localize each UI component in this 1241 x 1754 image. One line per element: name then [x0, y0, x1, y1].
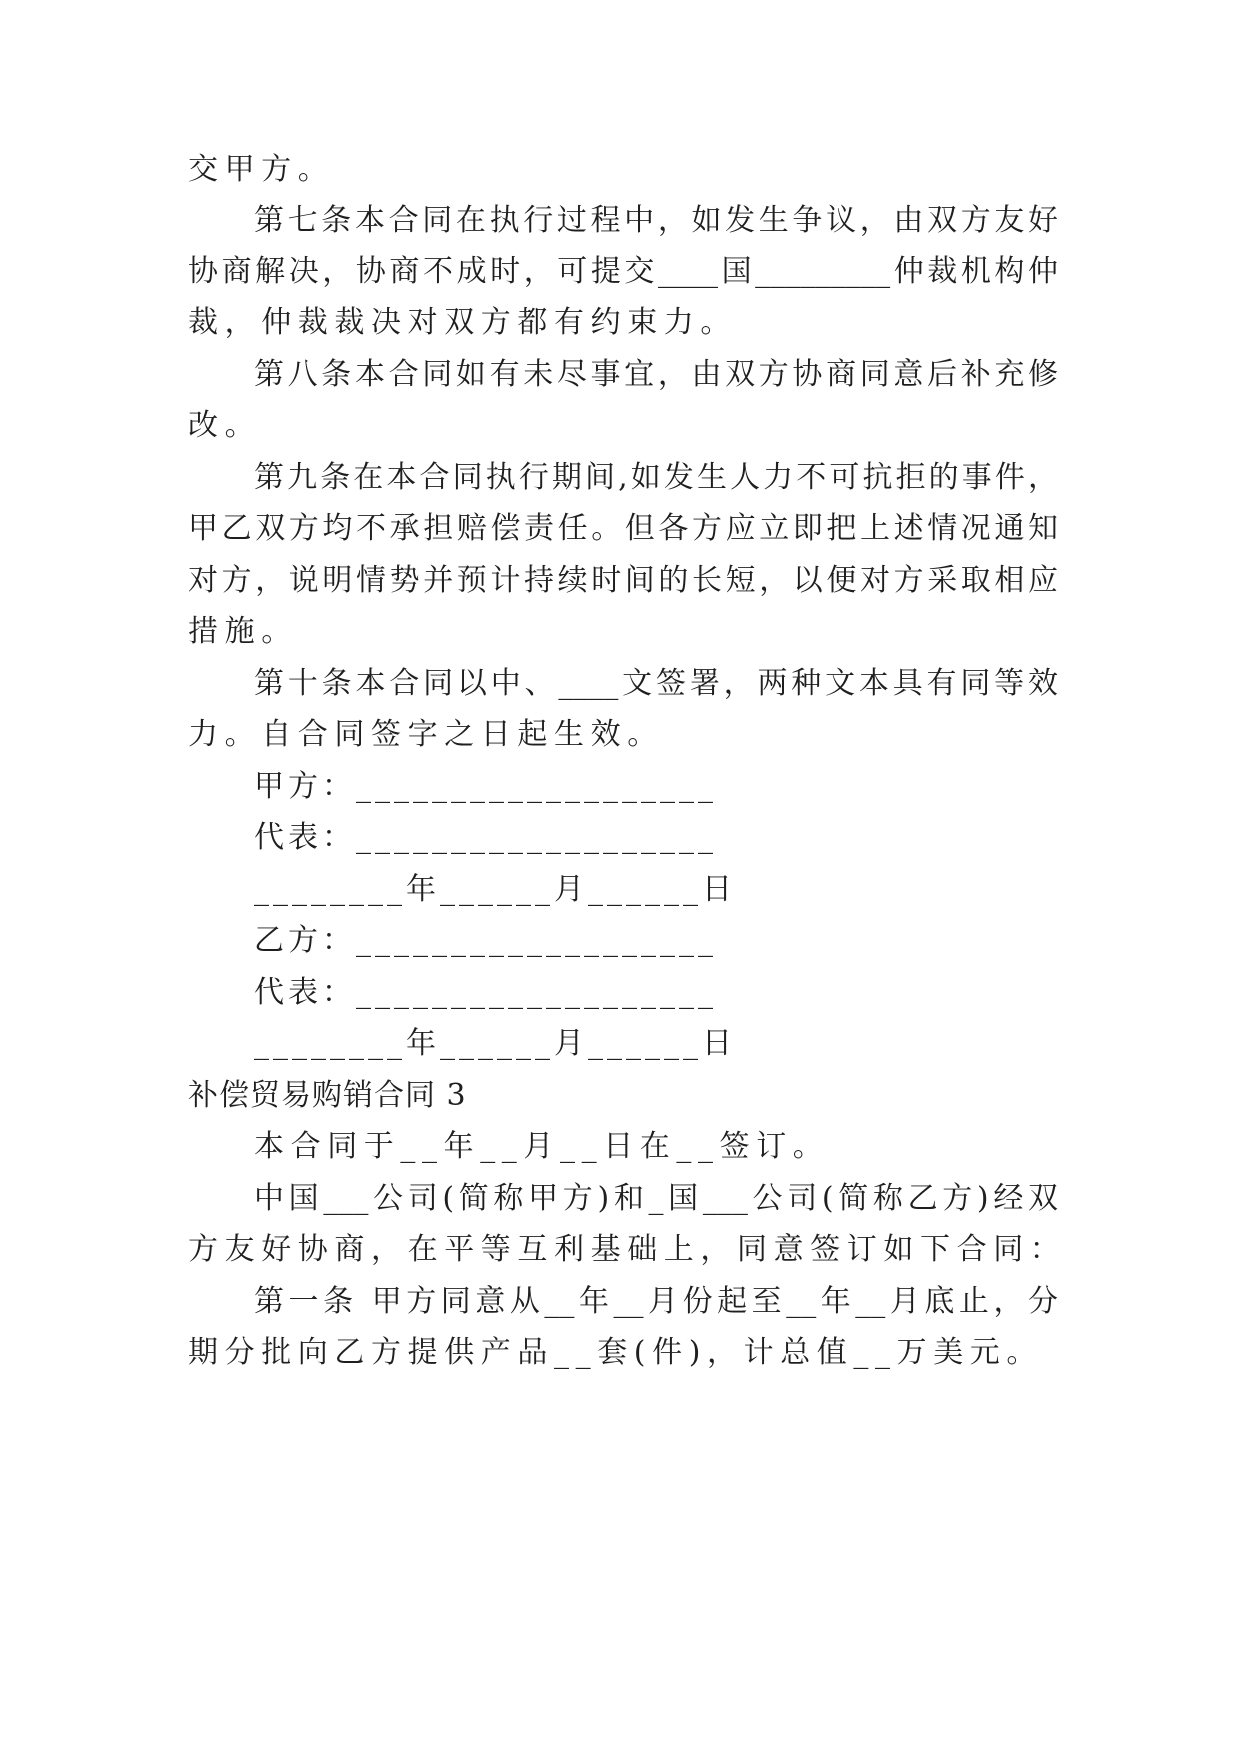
party-a-signature-line: 甲方：___________________	[254, 769, 717, 804]
party-a-representative-line: 代表：___________________	[254, 820, 717, 855]
article-1-line-2: 期分批向乙方提供产品__套(件)，计总值__万美元。	[188, 1335, 1044, 1370]
article-9-line-3: 对方，说明情势并预计持续时间的长短，以便对方采取相应	[188, 563, 1058, 598]
parties-line-1: 中国___公司(简称甲方)和_国___公司(简称乙方)经双	[254, 1181, 1058, 1216]
article-10-line-2: 力。自合同签字之日起生效。	[188, 717, 664, 752]
article-7-line-3: 裁，仲裁裁决对双方都有约束力。	[188, 305, 737, 340]
party-b-signature-line: 乙方：___________________	[254, 923, 717, 958]
article-1-line-1: 第一条 甲方同意从__年__月份起至__年__月底止，分	[254, 1284, 1058, 1319]
party-a-date-line: ________年______月______日	[254, 872, 736, 907]
contract-heading: 补偿贸易购销合同 3	[188, 1078, 467, 1113]
signing-info-line: 本合同于__年__月__日在__签订。	[254, 1129, 830, 1164]
party-b-representative-line: 代表：___________________	[254, 975, 717, 1010]
article-8-line-2: 改。	[188, 408, 262, 443]
party-b-date-line: ________年______月______日	[254, 1026, 736, 1061]
paragraph-line: 交甲方。	[188, 152, 335, 187]
article-7-line-2: 协商解决，协商不成时，可提交____国_________仲裁机构仲	[188, 254, 1058, 289]
article-7-line-1: 第七条本合同在执行过程中，如发生争议，由双方友好	[254, 203, 1058, 238]
parties-line-2: 方友好协商，在平等互利基础上，同意签订如下合同：	[188, 1232, 1067, 1267]
article-9-line-4: 措施。	[188, 614, 298, 649]
article-10-line-1: 第十条本合同以中、____文签署，两种文本具有同等效	[254, 666, 1058, 701]
article-9-line-2: 甲乙双方均不承担赔偿责任。但各方应立即把上述情况通知	[188, 511, 1058, 546]
article-9-line-1: 第九条在本合同执行期间,如发生人力不可抗拒的事件，	[254, 460, 1058, 495]
article-8-line-1: 第八条本合同如有未尽事宜，由双方协商同意后补充修	[254, 357, 1058, 392]
